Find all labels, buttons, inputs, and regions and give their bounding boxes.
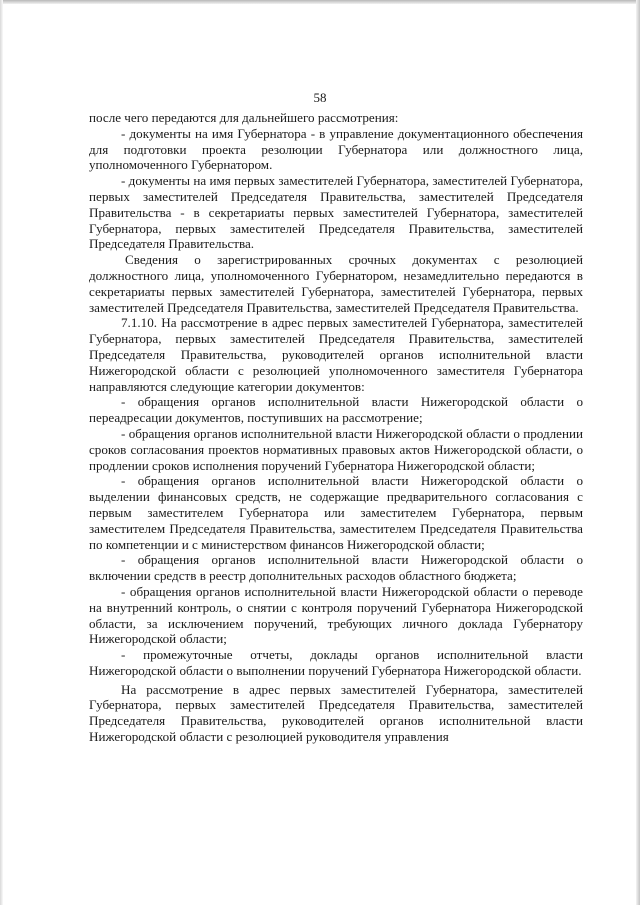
scan-edge-top — [0, 0, 640, 4]
paragraph-section-7-1-10: 7.1.10. На рассмотрение в адрес первых заместителей Губернатора, заместителей Губернатора, первых заместителей Председателя Правительства, заместителей Председателя Правительства, руководителей органов исполнительной власти Нижегородской области с резолюцией уполномоченного заместителя Губернатора направляются следующие категории документов: — [89, 315, 583, 394]
document-body — [89, 110, 583, 745]
paragraph-item-registry: - обращения органов исполнительной власти Нижегородской области о включении средств в реестр дополнительных расходов областного бюджета; — [89, 552, 583, 584]
paragraph-urgent-docs: Сведения о зарегистрированных срочных документах с резолюцией должностного лица, уполномоченного Губернатором, незамедлительно передаются в секретариаты первых заместителей Губернатора, заместителей Губернатора, первых заместителей Председателя Правительства, заместителей Председателя Правительства. — [89, 252, 583, 315]
scan-edge-left — [0, 0, 3, 905]
paragraph-closing: На рассмотрение в адрес первых заместителей Губернатора, заместителей Губернатора, первых заместителей Председателя Правительства, заместителей Председателя Правительства, руководителей органов исполнительной власти Нижегородской области с резолюцией руководителя управления — [89, 681, 583, 745]
page-number: 58 — [313, 90, 327, 105]
paragraph-item-reports: - промежуточные отчеты, доклады органов исполнительной власти Нижегородской области о выполнении поручений Губернатора Нижегородской области. — [89, 647, 583, 678]
paragraph-governor-docs: - документы на имя Губернатора - в управление документационного обеспечения для подготовки проекта резолюции Губернатора или должностного лица, уполномоченного Губернатором. — [89, 125, 583, 173]
paragraph-item-readdressing: - обращения органов исполнительной власти Нижегородской области о переадресации документов, поступивших на рассмотрение; — [89, 394, 583, 426]
paragraph-intro: после чего передаются для дальнейшего рассмотрения: — [89, 110, 399, 125]
paragraph-item-control: - обращения органов исполнительной власти Нижегородской области о переводе на внутренний контроль, о снятии с контроля поручений Губернатора Нижегородской области, за исключением поручений, требующих личного доклада Губернатору Нижегородской области; — [89, 583, 583, 647]
paragraph-item-funding: - обращения органов исполнительной власти Нижегородской области о выделении финансовых средств, не содержащие предварительного согласования с первым заместителем Губернатора или заместителем Губернатора, первым заместителем Председателя Правительства, заместителем Председателя Правительства по компетенции и с министерством финансов Нижегородской области; — [89, 473, 583, 552]
paragraph-item-extension: - обращения органов исполнительной власти Нижегородской области о продлении сроков согласования проектов нормативных правовых актов Нижегородской области, о продлении сроков исполнения поручений Губернатора Нижегородской области; — [89, 425, 583, 473]
paragraph-deputy-docs: - документы на имя первых заместителей Губернатора, заместителей Губернатора, первых заместителей Председателя Правительства, заместителей Председателя Правительства - в секретариаты первых заместителей Губернатора, заместителей Губернатора, первых заместителей Председателя Правительства, заместителей Председателя Правительства. — [89, 173, 583, 252]
scan-edge-right — [636, 0, 640, 905]
